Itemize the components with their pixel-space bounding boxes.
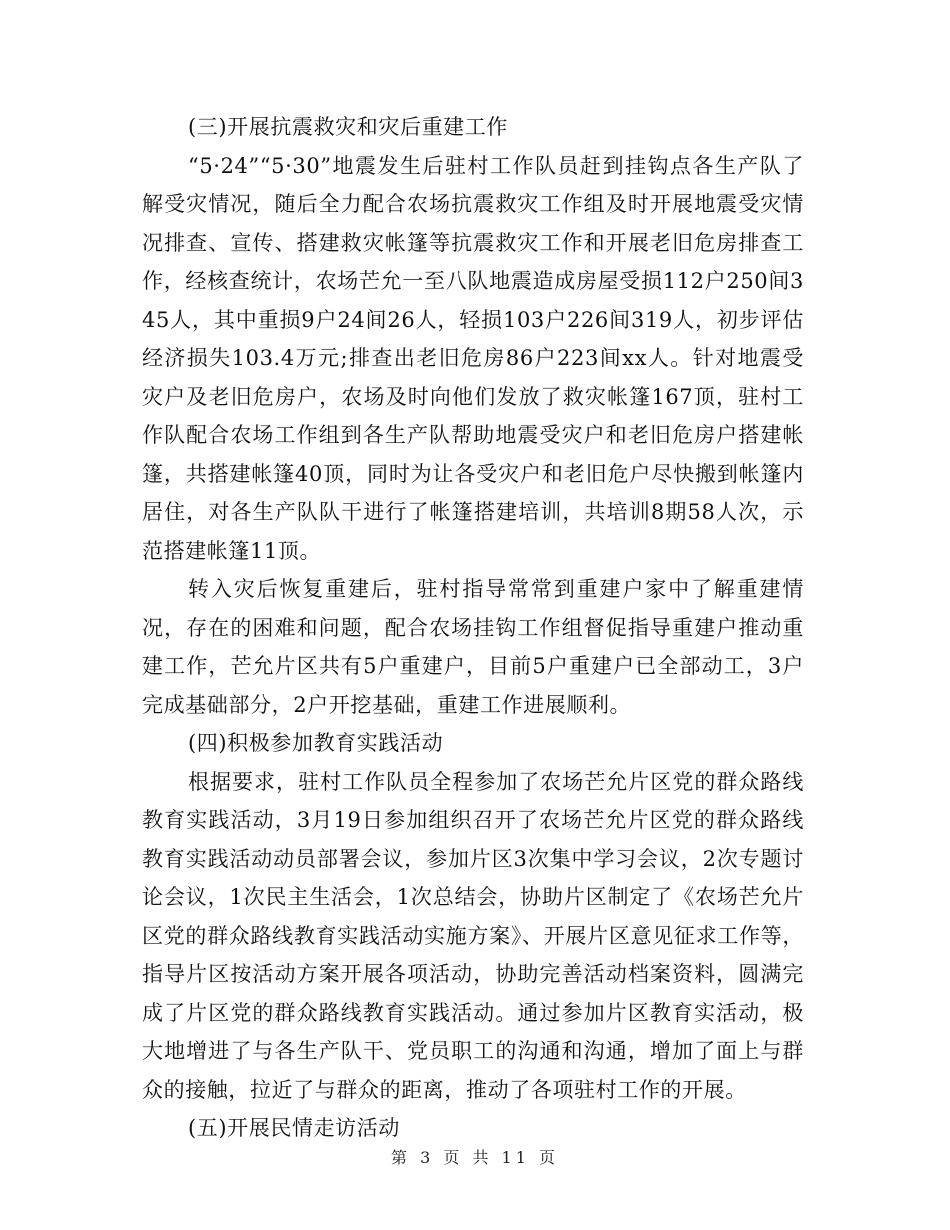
page-footer: 第 3 页 共 11 页 [391,1148,559,1167]
section-3-heading: (三)开展抗震救灾和灾后重建工作 [188,115,508,139]
section-3-paragraph-2: 转入灾后恢复重建后，驻村指导常常到重建户家中了解重建情况，存在的困难和问题，配合农场挂钩工作组督促指导重建户推动重建工作，芒允片区共有5户重建户，目前5户重建户已全部动工，3户完成基础部分，2户开挖基础，重建工作进展顺利。 [142,577,804,717]
section-4-paragraph-1: 根据要求，驻村工作队员全程参加了农场芒允片区党的群众路线教育实践活动，3月19日参加组织召开了农场芒允片区党的群众路线教育实践活动动员部署会议，参加片区3次集中学习会议，2次专题讨论会议，1次民主生活会，1次总结会，协助片区制定了《农场芒允片区党的群众路线教育实践活动实施方案》、开展片区意见征求工作等，指导片区按活动方案开展各项活动，协助完善活动档案资料，圆满完成了片区党的群众路线教育实践活动。通过参加片区教育实活动，极大地增进了与各生产队干、党员职工的沟通和沟通，增加了面上与群众的接触，拉近了与群众的距离，推动了各项驻村工作的开展。 [142,769,804,1102]
section-3-paragraph-1: “5·24”“5·30”地震发生后驻村工作队员赶到挂钩点各生产队了解受灾情况，随后全力配合农场抗震救灾工作组及时开展地震受灾情况排查、宣传、搭建救灾帐篷等抗震救灾工作和开展老旧危房排查工作，经核查统计，农场芒允一至八队地震造成房屋受损112户250间345人，其中重损9户24间26人，轻损103户226间319人，初步评估经济损失103.4万元;排查出老旧危房86户223间xx人。针对地震受灾户及老旧危房户，农场及时向他们发放了救灾帐篷167顶，驻村工作队配合农场工作组到各生产队帮助地震受灾户和老旧危房户搭建帐篷，共搭建帐篷40顶，同时为让各受灾户和老旧危户尽快搬到帐篷内居住，对各生产队队干进行了帐篷搭建培训，共培训8期58人次，示范搭建帐篷11顶。 [142,153,804,563]
section-4-heading: (四)积极参加教育实践活动 [188,731,444,755]
document-body [142,108,804,1148]
section-5-heading: (五)开展民情走访活动 [188,1116,400,1140]
